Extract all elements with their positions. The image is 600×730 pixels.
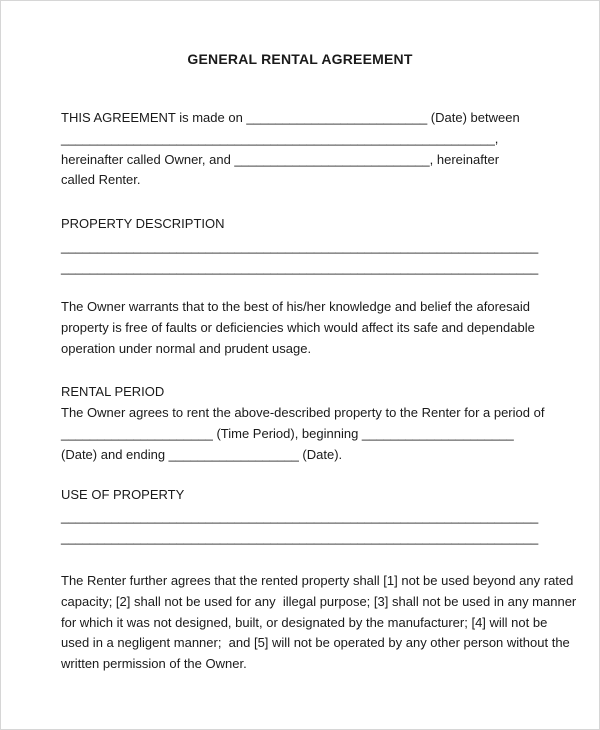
document-title: GENERAL RENTAL AGREEMENT	[187, 51, 413, 67]
rental-period-heading: RENTAL PERIOD	[61, 384, 165, 399]
intro-paragraph: THIS AGREEMENT is made on _________________________ (Date) between ____________________________________________________________, hereinafter called Owner, and ___________________________, hereinafter called Renter.	[61, 110, 520, 188]
owner-warranty-paragraph: The Owner warrants that to the best of his/her knowledge and belief the aforesaid property is free of faults or deficiencies which would affect its safe and dependable operation under normal and prudent usage.	[61, 299, 535, 356]
rental-period-paragraph: The Owner agrees to rent the above-described property to the Renter for a period of _____________________ (Time Period), beginning _____________________ (Date) and ending __________________ (Date).	[61, 405, 545, 462]
property-description-blank-lines: __________________________________________________________________ __________________________________________________________________	[61, 239, 539, 275]
property-description-heading: PROPERTY DESCRIPTION	[61, 216, 225, 231]
use-of-property-heading: USE OF PROPERTY	[61, 487, 185, 502]
use-of-property-blank-lines: __________________________________________________________________ __________________________________________________________________	[61, 509, 539, 545]
renter-terms-paragraph: The Renter further agrees that the rented property shall [1] not be used beyond any rated capacity; [2] shall not be used for any illegal purpose; [3] shall not be used in any manner for which it was not designed, built, or designated by the manufacturer; [4] will not be used in a negligent manner; and [5] will not be operated by any other person without the written permission of the Owner.	[61, 573, 577, 672]
